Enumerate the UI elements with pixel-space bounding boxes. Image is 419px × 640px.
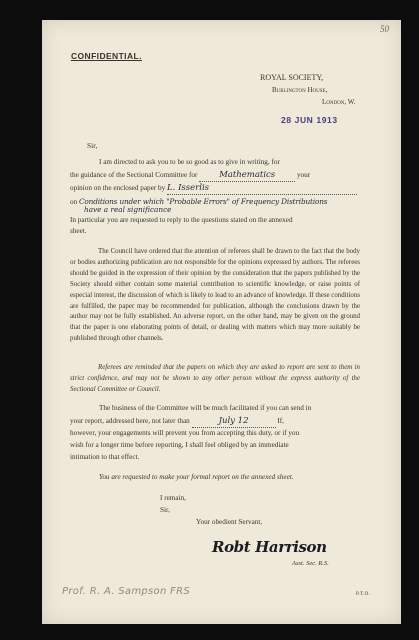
business-line-1: The business of the Committee will be much facilitated if you can send in: [99, 404, 312, 412]
date-stamp: 28 JUN 1913: [281, 115, 338, 125]
intro-line-5: In particular you are requested to reply to the questions stated on the annexed: [70, 216, 293, 224]
referees-paragraph: Referees are reminded that the papers on which they are asked to report are sent to them in strict confidence, and may not be shown to any other person without the express authority of the Sectional Committee or Council.: [70, 364, 360, 393]
address-line-1: ROYAL SOCIETY,: [260, 73, 324, 82]
letter-page: [42, 20, 401, 624]
address-line-2: Burlington House,: [272, 86, 328, 94]
intro-line-2-end: your: [296, 171, 311, 179]
business-line-2: [70, 416, 284, 428]
signature-title: Asst. Sec. R.S.: [292, 560, 329, 567]
intro-line-3-text: opinion on the enclosed paper by: [70, 184, 166, 192]
intro-line-2: [70, 170, 310, 182]
business-line-5: intimation to that effect.: [70, 453, 140, 461]
formal-report-note: You are requested to make your formal report on the annexed sheet.: [99, 473, 294, 481]
address-block: [256, 72, 355, 108]
title-handwritten-2: have a real significance: [84, 205, 172, 214]
closing-remain: I remain,: [160, 494, 186, 502]
intro-line-4-text: on: [70, 198, 78, 206]
signature: Robt Harrison: [212, 538, 327, 556]
intro-line-3: [70, 183, 357, 195]
committee-handwritten: Mathematics: [199, 170, 295, 182]
closing-sir: Sir,: [160, 506, 170, 514]
council-paragraph: The Council have ordered that the attention of referees shall be drawn to the fact that the body or bodies authorizing publication are not responsible for the opinions expressed by authors. The referees should be guided in the expression of their opinion by the consideration that the papers published by the Society should either contain some material contribution to scientific knowledge, or raise points of especial interest, the discussion of which is likely to lead to an advance of knowledge. If these conditions are fulfilled, the paper may be recommended for publication, although the conclusions drawn by the author may not be fully established. An adverse report, on the other hand, may be given on the ground that the paper is one elaborating points of detail, or dealing with matters which may more suitably be published through other channels.: [70, 248, 360, 343]
business-line-3: however, your engagements will prevent you from accepting this duty, or if you: [70, 429, 300, 437]
address-line-3: London, W.: [322, 98, 356, 106]
pencil-note: Prof. R. A. Sampson FRS: [62, 586, 191, 597]
title-handwritten-1: Conditions under which "Probable Errors" of Frequency Distributions: [78, 197, 328, 206]
date-handwritten: July 12: [192, 416, 276, 428]
pto-mark: P.T.O.: [356, 592, 371, 597]
business-line-2-end: If,: [277, 417, 284, 425]
business-line-2-text: your report, addressed here, not later than: [70, 417, 190, 425]
page-number: 50: [380, 24, 389, 34]
author-handwritten: L. Isserlis: [167, 183, 357, 195]
intro-line-2-text: the guidance of the Sectional Committee for: [70, 171, 198, 179]
intro-line-1: I am directed to ask you to be so good as to give in writing, for: [99, 158, 280, 166]
salutation: Sir,: [87, 141, 98, 150]
business-line-4: wish for a longer time before reporting, I shall feel obliged by an immediate: [70, 441, 289, 449]
intro-line-6: sheet.: [70, 227, 87, 235]
confidential-heading: CONFIDENTIAL.: [71, 51, 142, 61]
closing-servant: Your obedient Servant,: [196, 518, 263, 526]
